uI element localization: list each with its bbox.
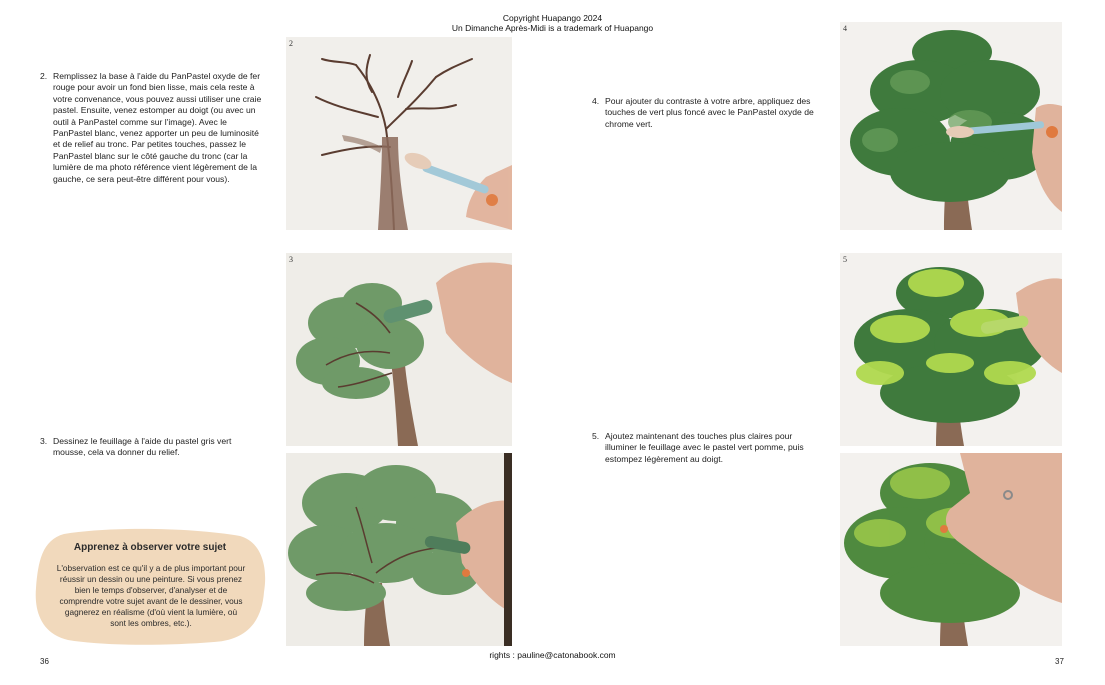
step-body: Remplissez la base à l'aide du PanPastel oxyde de fer rouge pour avoir un fond bien lisse, mais cela reste à votre convenance, vous pouvez aussi utiliser une craie pastel. Ensuite, venez estomper au doigt (ou avec un outil à PanPastel comme sur l'image). Avec le PanPastel blanc, venez apporter un peu de luminosité et de relief au tronc. Par petites touches, passez le PanPastel blanc sur le côté gauche du tronc (car la lumière de ma photo référence vient légèrement de la gauche, ce sera peut-être différent pour vous). (53, 71, 262, 184)
step-body: Pour ajouter du contraste à votre arbre, appliquez des touches de vert plus foncé avec le PanPastel oxyde de chrome vert. (605, 96, 814, 129)
tree-full-foliage-illustration (286, 453, 512, 646)
tree-light-green-illustration (840, 253, 1062, 446)
step-body: Ajoutez maintenant des touches plus claires pour illuminer le feuillage avec le pastel vert pomme, puis estompez légèrement au doigt. (605, 431, 804, 464)
rights-footer: rights : pauline@catonabook.com (489, 650, 616, 660)
photo-number: 4 (843, 24, 847, 33)
tip-text: L'observation est ce qu'il y a de plus important pour réussir un dessin ou une peinture. Si vous prenez bien le temps d'observer, d'analyser et de comprendre votre sujet avant de le dessiner, vous gagnerez en réalisme (d'où vient la lumière, où sont les ombres, etc.). (56, 563, 246, 628)
step-2-text (40, 71, 262, 185)
page-number-left: 36 (40, 657, 49, 666)
step-number: 5. (592, 431, 600, 441)
photo-number: 5 (843, 255, 847, 264)
tree-dark-green-illustration (840, 22, 1062, 230)
trademark-line: Un Dimanche Après-Midi is a trademark of Huapango (451, 23, 654, 33)
step-number: 4. (592, 96, 600, 106)
step-5-text (592, 431, 814, 465)
step-number: 2. (40, 71, 48, 81)
step-body: Dessinez le feuillage à l'aide du pastel gris vert mousse, cela va donner du relief. (53, 436, 232, 458)
photo-number: 3 (289, 255, 293, 264)
step-3-text (40, 436, 262, 459)
photo-step-3-continued (286, 453, 512, 646)
copyright-line: Copyright Huapango 2024 (502, 13, 603, 23)
step-number: 3. (40, 436, 48, 446)
photo-step-5 (840, 253, 1062, 446)
photo-number: 2 (289, 39, 293, 48)
tree-trunk-illustration (286, 37, 512, 230)
page-number-right: 37 (1055, 657, 1064, 666)
step-4-text (592, 96, 814, 130)
tree-blended-illustration (840, 453, 1062, 646)
photo-step-3 (286, 253, 512, 446)
tip-title: Apprenez à observer votre sujet (73, 542, 227, 553)
photo-step-2 (286, 37, 512, 230)
tip-box (34, 528, 266, 646)
photo-step-4 (840, 22, 1062, 230)
photo-step-5-continued (840, 453, 1062, 646)
tree-foliage-moss-illustration (286, 253, 512, 446)
